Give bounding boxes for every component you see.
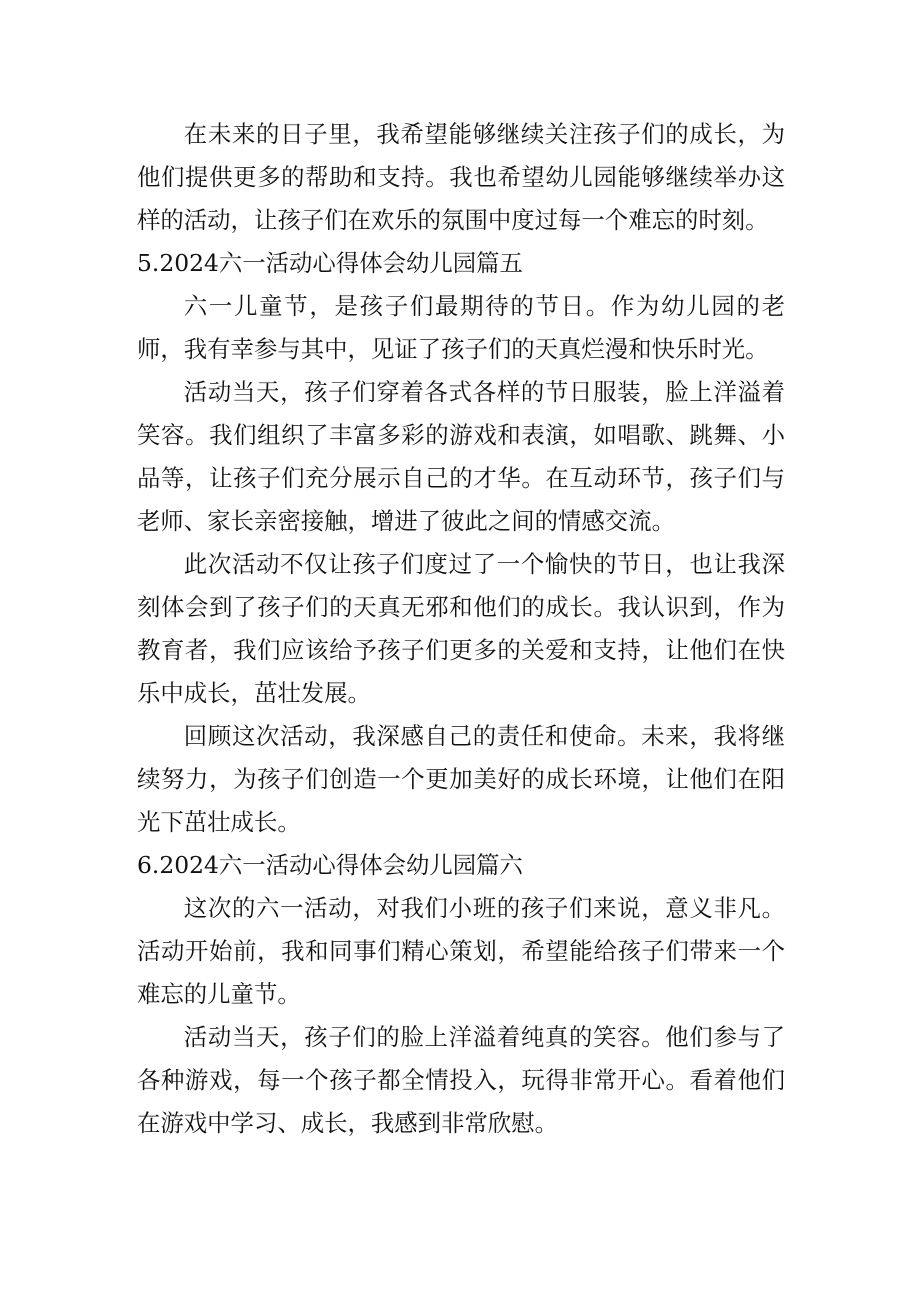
- paragraph-activity-day: 活动当天，孩子们穿着各式各样的节日服装，脸上洋溢着笑容。我们组织了丰富多彩的游戏和表演，如唱歌、跳舞、小品等，让孩子们充分展示自己的才华。在互动环节，孩子们与老师、家长亲密接触，增进了彼此之间的情感交流。: [137, 378, 785, 535]
- section-heading-part-six: 6.2024六一活动心得体会幼儿园篇六: [137, 851, 523, 879]
- paragraph-small-class-intro: 这次的六一活动，对我们小班的孩子们来说，意义非凡。活动开始前，我和同事们精心策划，希望能给孩子们带来一个难忘的儿童节。: [137, 894, 785, 1008]
- document-body: [137, 113, 785, 1145]
- paragraph-responsibility: 回顾这次活动，我深感自己的责任和使命。未来，我将继续努力，为孩子们创造一个更加美好的成长环境，让他们在阳光下茁壮成长。: [137, 722, 785, 836]
- paragraph-childrens-day-intro: 六一儿童节，是孩子们最期待的节日。作为幼儿园的老师，我有幸参与其中，见证了孩子们的天真烂漫和快乐时光。: [137, 292, 785, 363]
- section-heading-part-five: 5.2024六一活动心得体会幼儿园篇五: [137, 249, 523, 277]
- paragraph-reflection: 此次活动不仅让孩子们度过了一个愉快的节日，也让我深刻体会到了孩子们的天真无邪和他们的成长。我认识到，作为教育者，我们应该给予孩子们更多的关爱和支持，让他们在快乐中成长，茁壮发展。: [137, 550, 785, 707]
- paragraph-activity-smiles: 活动当天，孩子们的脸上洋溢着纯真的笑容。他们参与了各种游戏，每一个孩子都全情投入，玩得非常开心。看着他们在游戏中学习、成长，我感到非常欣慰。: [137, 1023, 785, 1137]
- paragraph-future-hopes: 在未来的日子里，我希望能够继续关注孩子们的成长，为他们提供更多的帮助和支持。我也希望幼儿园能够继续举办这样的活动，让孩子们在欢乐的氛围中度过每一个难忘的时刻。: [137, 120, 785, 234]
